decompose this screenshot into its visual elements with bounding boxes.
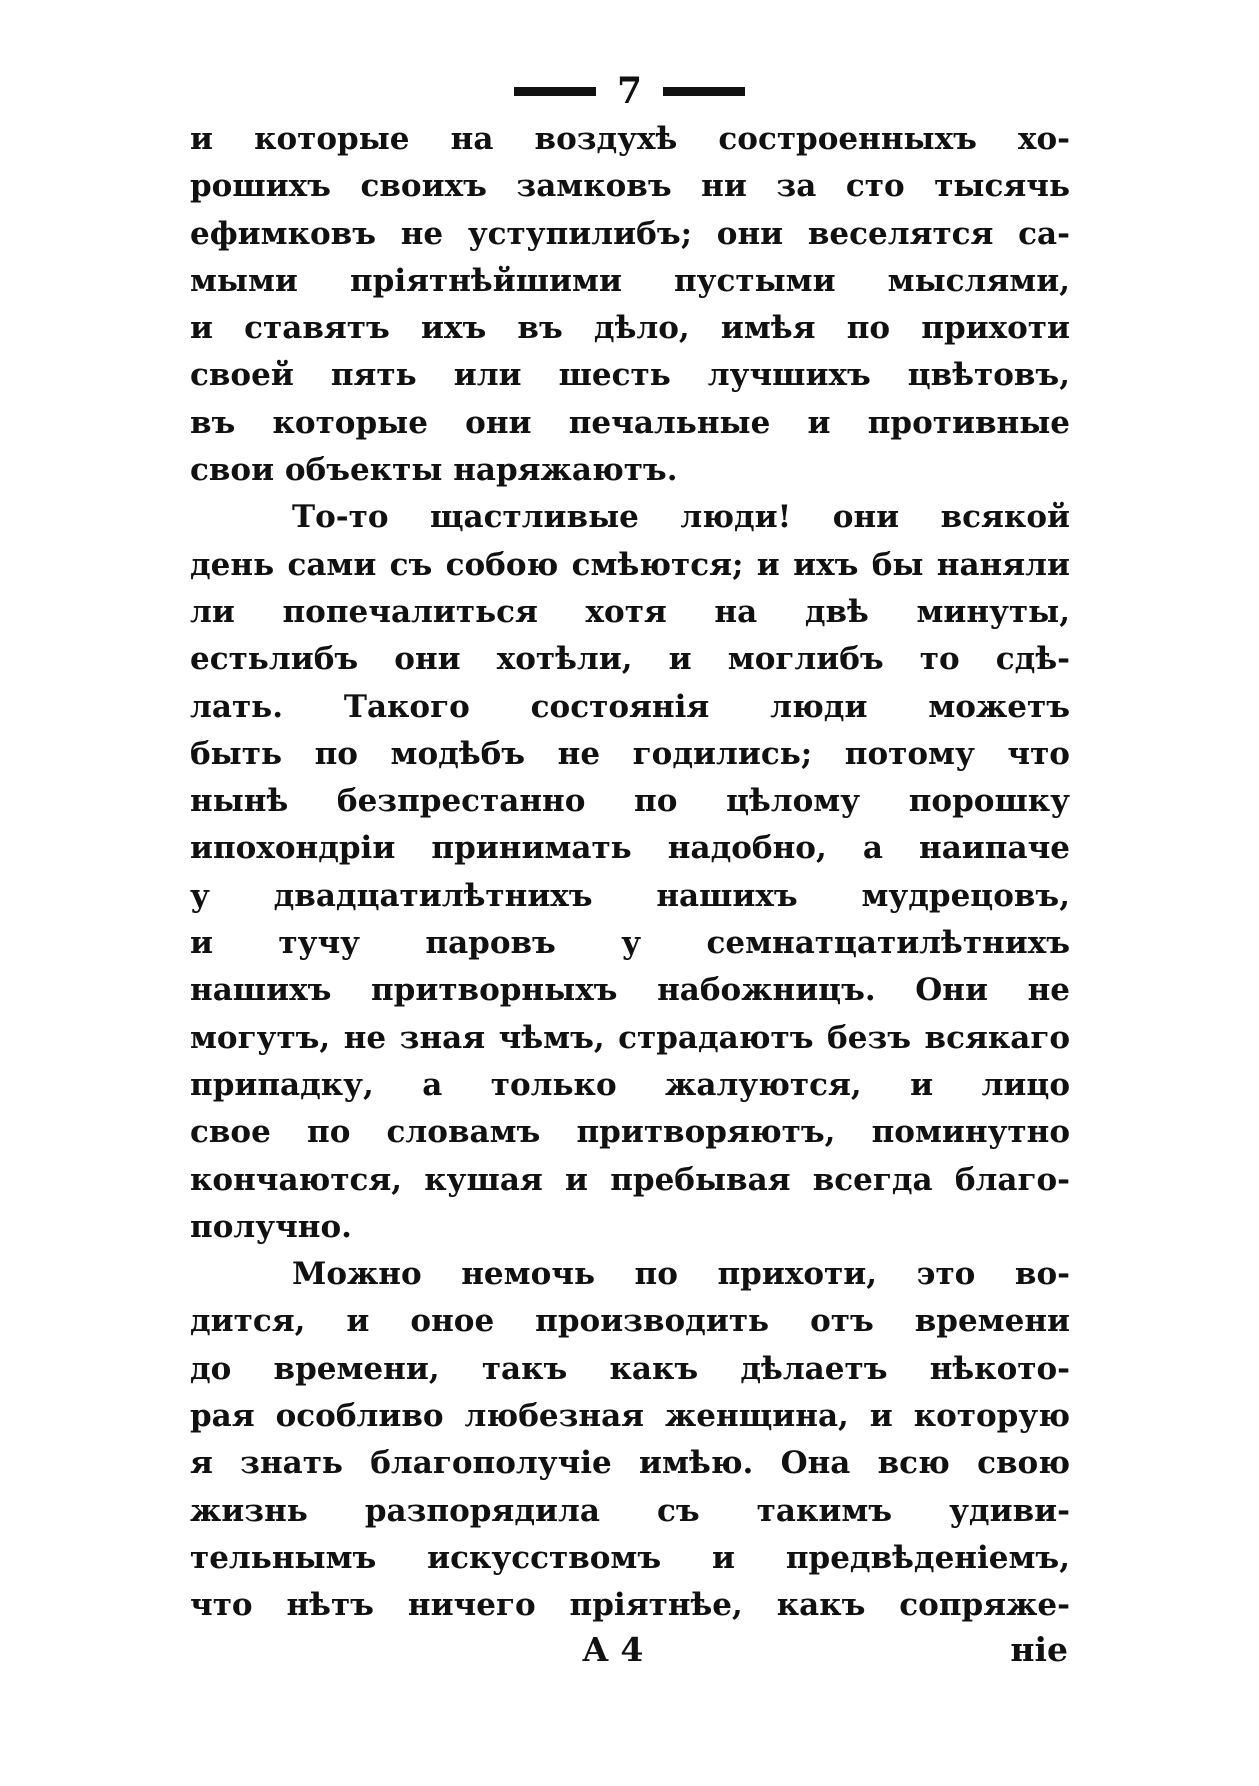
page-footer (190, 1630, 1070, 1680)
signature-mark: А 4 (582, 1630, 644, 1669)
text-line: ли попечалиться хотя на двѣ минуты, (190, 593, 1070, 630)
text-line: свое по словамъ притворяютъ, поминутно (190, 1114, 1070, 1151)
text-line: мыми пріятнѣйшими пустыми мыслями, (190, 262, 1070, 299)
text-line: въ которые они печальные и противные (190, 404, 1070, 441)
text-line: То-то щастливые люди! они всякой (292, 499, 1070, 536)
text-line: ефимковъ не уступилибъ; они веселятся са- (190, 215, 1070, 252)
text-line: день сами съ собою смѣются; и ихъ бы наняли (190, 546, 1070, 583)
text-line: припадку, а только жалуются, и лицо (190, 1066, 1070, 1103)
text-line: ипохондріи принимать надобно, а наипаче (190, 830, 1070, 867)
text-line: естьлибъ они хотѣли, и моглибъ то сдѣ- (190, 641, 1070, 678)
text-line: свои объекты наряжаютъ. (190, 452, 678, 489)
page-header (0, 70, 1259, 120)
page-number: 7 (616, 70, 643, 112)
text-line: лать. Такого состоянія люди можетъ (190, 688, 1070, 725)
text-line: рая особливо любезная женщина, и которую (190, 1398, 1070, 1435)
text-line: до времени, такъ какъ дѣлаетъ нѣкото- (190, 1350, 1070, 1387)
text-line: рошихъ своихъ замковъ ни за сто тысячь (190, 168, 1070, 205)
text-line: своей пять или шесть лучшихъ цвѣтовъ, (190, 357, 1070, 394)
header-rule-right (663, 87, 745, 96)
text-line: получно. (190, 1208, 352, 1245)
text-line: я знать благополучіе имѣю. Она всю свою (190, 1445, 1070, 1482)
text-line: и ставятъ ихъ въ дѣло, имѣя по прихоти (190, 310, 1070, 347)
text-line: нашихъ притворныхъ набожницъ. Они не (190, 972, 1070, 1009)
text-line: и тучу паровъ у семнатцатилѣтнихъ (190, 925, 1070, 962)
text-line: тельнымъ искусствомъ и предвѣденіемъ, (190, 1539, 1070, 1576)
text-line: дится, и оное производить отъ времени (190, 1303, 1070, 1340)
text-line: нынѣ безпрестанно по цѣлому порошку (190, 783, 1070, 820)
text-line: жизнь разпорядила съ такимъ удиви- (190, 1492, 1070, 1529)
text-line: кончаются, кушая и пребывая всегда благо- (190, 1161, 1070, 1198)
text-line: и которые на воздухѣ состроенныхъ хо- (190, 121, 1070, 157)
page-body-text (190, 116, 1070, 1630)
text-line: быть по модѣбъ не годились; потому что (190, 735, 1070, 772)
text-line: что нѣтъ ничего пріятнѣе, какъ сопряже- (190, 1587, 1070, 1624)
header-rule-left (514, 87, 596, 96)
text-line: Можно немочь по прихоти, это во- (292, 1256, 1070, 1293)
text-line: могутъ, не зная чѣмъ, страдаютъ безъ всякаго (190, 1019, 1070, 1056)
text-line: у двадцатилѣтнихъ нашихъ мудрецовъ, (190, 877, 1070, 914)
catchword: ніе (1010, 1630, 1068, 1669)
